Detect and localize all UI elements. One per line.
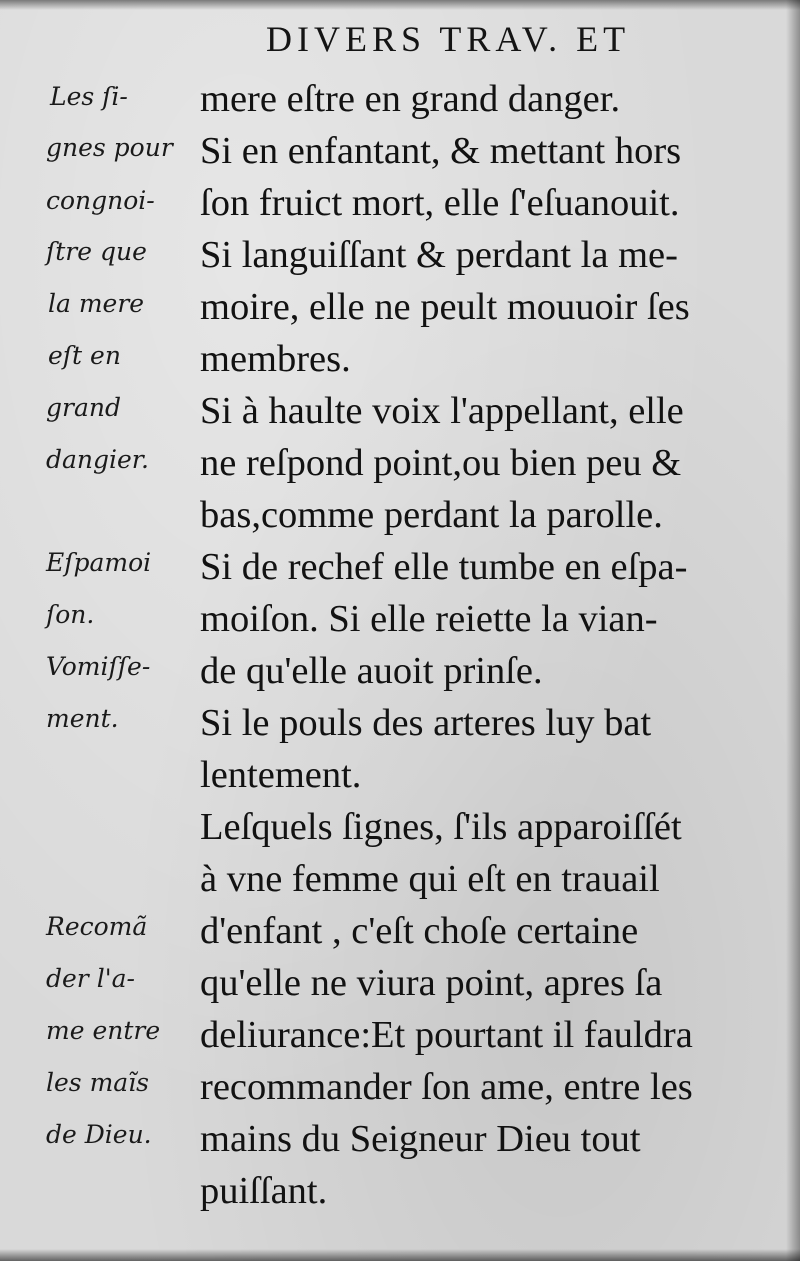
margin-note: ſtre que: [46, 237, 147, 266]
text-line: moiſon. Si elle reiette la vian-: [200, 598, 658, 640]
margin-note: de Dieu.: [46, 1120, 152, 1149]
page-top-edge: [0, 0, 800, 10]
margin-note: gnes pour: [46, 133, 173, 162]
text-line: membres.: [200, 338, 351, 380]
page-bottom-shadow: [0, 1249, 800, 1261]
text-line: ne reſpond point,ou bien peu &: [200, 442, 682, 484]
running-head: DIVERS TRAV. ET: [266, 19, 631, 59]
margin-note: ment.: [46, 704, 119, 733]
margin-note: dangier.: [46, 445, 149, 474]
text-line: Si de rechef elle tumbe en eſpa-: [200, 546, 688, 588]
margin-note: ſon.: [46, 600, 95, 629]
text-line: mains du Seigneur Dieu tout: [200, 1118, 641, 1160]
margin-note: der l'a-: [46, 964, 135, 993]
margin-note: me entre: [46, 1016, 161, 1045]
margin-note: Les ſi-: [50, 82, 128, 111]
margin-note: eſt en: [48, 341, 121, 370]
text-line: Si languiſſant & perdant la me-: [200, 234, 678, 276]
text-line: Si le pouls des arteres luy bat: [200, 702, 652, 744]
margin-note: la mere: [48, 289, 145, 318]
text-line: bas,comme perdant la parolle.: [200, 494, 663, 536]
text-line: moire, elle ne peult mouuoir ſes: [200, 286, 690, 328]
margin-note: grand: [46, 393, 121, 422]
margin-note: les maĩs: [46, 1068, 150, 1097]
page-right-shadow: [786, 0, 800, 1261]
text-line: mere eſtre en grand danger.: [200, 78, 621, 120]
text-line: à vne femme qui eſt en trauail: [200, 858, 660, 900]
text-line: recommander ſon ame, entre les: [200, 1066, 693, 1108]
margin-note: Recomã: [46, 912, 148, 941]
margin-note: congnoi-: [46, 186, 155, 215]
text-line: ſon fruict mort, elle ſ'eſuanouit.: [200, 182, 680, 224]
text-line: Si à haulte voix l'appellant, elle: [200, 390, 684, 432]
text-line: d'enfant , c'eſt choſe certaine: [200, 910, 639, 952]
text-line: qu'elle ne viura point, apres ſa: [200, 962, 663, 1004]
text-line: puiſſant.: [200, 1170, 328, 1212]
text-line: deliurance:Et pourtant il fauldra: [200, 1014, 693, 1056]
text-line: de qu'elle auoit prinſe.: [200, 650, 543, 692]
margin-note: Vomiſſe-: [46, 652, 151, 681]
text-line: Si en enfantant, & mettant hors: [200, 130, 682, 172]
margin-note: Eſpamoi: [46, 548, 152, 577]
text-line: Leſquels ſignes, ſ'ils apparoiſſét: [200, 806, 682, 848]
text-line: lentement.: [200, 754, 362, 796]
